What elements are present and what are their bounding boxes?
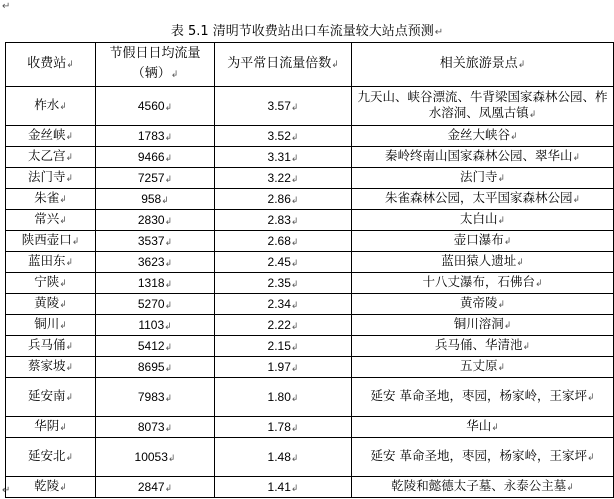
cell-end-mark-icon: ↲ (290, 320, 299, 331)
cell-end-mark-icon: ↲ (65, 393, 74, 403)
cell-end-mark-icon: ↲ (290, 392, 299, 403)
cell-end-mark-icon: ↲ (164, 362, 173, 373)
cell-end-mark-icon: ↲ (566, 483, 574, 493)
cell-text: 华阴 (34, 418, 60, 433)
paragraph-mark-icon: ↵ (2, 485, 11, 496)
cell-end-mark-icon: ↲ (59, 300, 67, 310)
cell-end-mark-icon: ↲ (528, 110, 537, 120)
station-cell (6, 417, 96, 438)
cell-end-mark-icon: ↲ (491, 423, 499, 433)
cell-end-mark-icon: ↲ (65, 258, 74, 268)
station-cell (6, 189, 96, 210)
attractions-cell (352, 126, 614, 147)
cell-text: 黄陵 (34, 295, 60, 310)
cell-end-mark-icon: ↲ (59, 483, 67, 493)
avg-flow-cell (96, 147, 215, 168)
avg-flow-cell (96, 477, 215, 498)
cell-end-mark-icon: ↲ (59, 216, 67, 226)
cell-end-mark-icon: ↲ (164, 173, 173, 184)
cell-text: 3.22 (267, 170, 291, 185)
cell-end-mark-icon: ↲ (290, 173, 299, 184)
cell-end-mark-icon: ↲ (290, 278, 299, 289)
cell-end-mark-icon: ↲ (572, 153, 581, 163)
multiple-cell (215, 126, 352, 147)
cell-text: 延安 革命圣地，枣园，杨家岭，王家坪 (370, 448, 587, 463)
paragraph-mark-icon: ↵ (434, 27, 444, 38)
multiple-cell (215, 438, 352, 477)
cell-text: 九天山、峡谷漂流、牛背梁国家森林公园、柞水溶洞、凤凰古镇 (357, 89, 608, 120)
attractions-cell (352, 252, 614, 273)
cell-text: 延安北 (27, 448, 66, 463)
cell-text: 1103 (138, 317, 165, 332)
table-row (6, 87, 614, 126)
avg-flow-cell (96, 231, 215, 252)
cell-end-mark-icon: ↲ (522, 342, 531, 352)
cell-text: 铜川溶洞 (453, 316, 504, 331)
cell-text: 朱雀森林公园，太平国家森林公园 (384, 190, 573, 205)
avg-flow-cell (96, 87, 215, 126)
cell-end-mark-icon: ↲ (290, 152, 299, 163)
cell-text: 乾陵 (34, 478, 60, 493)
cell-end-mark-icon: ↲ (164, 320, 172, 331)
cell-end-mark-icon: ↲ (497, 174, 506, 184)
attractions-cell (352, 168, 614, 189)
cell-end-mark-icon: ↲ (66, 60, 74, 70)
header-label: 相关旅游景点 (439, 56, 518, 71)
table-row (6, 438, 614, 477)
cell-text: 朱雀 (34, 190, 60, 205)
table-row (6, 210, 614, 231)
cell-text: 壶口瀑布 (453, 232, 504, 247)
cell-text: 延安南 (27, 388, 66, 403)
cell-text: 金丝峡 (27, 127, 66, 142)
table-row (6, 294, 614, 315)
cell-end-mark-icon: ↲ (164, 341, 173, 352)
table-row (6, 147, 614, 168)
table-row (6, 477, 614, 498)
avg-flow-cell (96, 417, 215, 438)
multiple-cell (215, 168, 352, 189)
cell-end-mark-icon: ↲ (164, 131, 173, 142)
table-row (6, 189, 614, 210)
cell-end-mark-icon: ↲ (65, 453, 74, 463)
attractions-cell (352, 231, 614, 252)
cell-text: 兵马俑 (27, 337, 66, 352)
multiple-cell (215, 477, 352, 498)
cell-end-mark-icon: ↲ (65, 363, 74, 373)
table-row (6, 315, 614, 336)
cell-text: 9466 (137, 149, 165, 164)
multiple-cell (215, 252, 352, 273)
avg-flow-cell (96, 315, 215, 336)
cell-text: 2.45 (267, 254, 291, 269)
cell-end-mark-icon: ↲ (497, 363, 506, 373)
cell-end-mark-icon: ↲ (164, 392, 173, 403)
table-row (6, 273, 614, 294)
multiple-cell (215, 417, 352, 438)
cell-end-mark-icon: ↲ (164, 236, 173, 247)
cell-text: 2.68 (267, 233, 291, 248)
cell-end-mark-icon: ↲ (164, 152, 173, 163)
cell-end-mark-icon: ↲ (170, 70, 179, 80)
cell-end-mark-icon: ↲ (290, 194, 299, 205)
station-cell (6, 210, 96, 231)
station-cell (6, 126, 96, 147)
table-row (6, 231, 614, 252)
table-caption (0, 24, 614, 41)
cell-end-mark-icon: ↲ (509, 132, 518, 142)
cell-text: 1.41 (267, 479, 291, 494)
station-cell (6, 294, 96, 315)
cell-end-mark-icon: ↲ (534, 279, 543, 289)
cell-text: 陕西壶口 (21, 232, 72, 247)
cell-end-mark-icon: ↲ (290, 362, 299, 373)
cell-text: 乾陵和懿德太子墓、永泰公主墓 (391, 478, 567, 493)
attractions-cell (352, 417, 614, 438)
station-cell (6, 231, 96, 252)
table-row (6, 417, 614, 438)
cell-end-mark-icon: ↲ (331, 60, 339, 70)
attractions-cell (352, 336, 614, 357)
table-row (6, 252, 614, 273)
multiple-cell (215, 231, 352, 252)
header-cell (6, 43, 96, 87)
cell-text: 铜川 (34, 316, 60, 331)
cell-text: 太白山 (459, 211, 498, 226)
cell-text: 法门寺 (459, 169, 498, 184)
cell-text: 3.31 (267, 149, 291, 164)
table-row (6, 126, 614, 147)
cell-end-mark-icon: ↲ (164, 299, 173, 310)
avg-flow-cell (96, 294, 215, 315)
multiple-cell (215, 189, 352, 210)
station-cell (6, 438, 96, 477)
cell-text: 法门寺 (27, 169, 66, 184)
station-cell (6, 378, 96, 417)
header-cell (96, 43, 215, 87)
cell-end-mark-icon: ↲ (290, 101, 299, 112)
cell-text: 蓝田猿人遗址 (441, 253, 517, 268)
cell-text: 十八丈瀑布，石佛台 (422, 274, 535, 289)
cell-text: 金丝大峡谷 (447, 127, 510, 142)
avg-flow-cell (96, 168, 215, 189)
multiple-cell (215, 87, 352, 126)
avg-flow-cell (96, 126, 215, 147)
cell-end-mark-icon: ↲ (59, 321, 67, 331)
station-cell (6, 477, 96, 498)
attractions-cell (352, 438, 614, 477)
cell-text: 五丈原 (459, 358, 498, 373)
cell-end-mark-icon: ↲ (65, 342, 74, 352)
cell-end-mark-icon: ↲ (161, 194, 169, 205)
avg-flow-cell (96, 252, 215, 273)
cell-text: 3623 (137, 254, 165, 269)
attractions-cell (352, 357, 614, 378)
cell-text: 黄帝陵 (459, 295, 498, 310)
attractions-cell (352, 147, 614, 168)
cell-end-mark-icon: ↲ (290, 215, 299, 226)
cell-text: 1318 (137, 275, 165, 290)
cell-text: 2847 (137, 479, 165, 494)
cell-text: 1.78 (267, 419, 291, 434)
station-cell (6, 336, 96, 357)
attractions-cell (352, 378, 614, 417)
cell-end-mark-icon: ↲ (290, 299, 299, 310)
cell-text: 2.35 (267, 275, 291, 290)
station-cell (6, 357, 96, 378)
cell-end-mark-icon: ↲ (290, 236, 299, 247)
header-cell (215, 43, 352, 87)
cell-text: 10053 (134, 449, 168, 464)
cell-text: 3.57 (267, 98, 291, 113)
avg-flow-cell (96, 378, 215, 417)
station-cell (6, 252, 96, 273)
cell-text: 3537 (137, 233, 165, 248)
table-row (6, 336, 614, 357)
cell-end-mark-icon: ↲ (516, 258, 524, 268)
cell-end-mark-icon: ↲ (572, 195, 581, 205)
attractions-cell (352, 315, 614, 336)
cell-end-mark-icon: ↲ (290, 341, 299, 352)
attractions-cell (352, 477, 614, 498)
avg-flow-cell (96, 438, 215, 477)
header-cell (352, 43, 614, 87)
cell-text: 秦岭终南山国家森林公园、翠华山 (384, 148, 573, 163)
station-cell (6, 315, 96, 336)
table-caption-text: 表 5.1 清明节收费站出口车流量较大站点预测 (170, 24, 434, 39)
avg-flow-cell (96, 357, 215, 378)
cell-text: 3.52 (267, 128, 291, 143)
station-cell (6, 168, 96, 189)
multiple-cell (215, 210, 352, 231)
cell-text: 2.86 (267, 191, 291, 206)
cell-end-mark-icon: ↲ (586, 453, 595, 463)
cell-text: 5270 (137, 296, 165, 311)
attractions-cell (352, 294, 614, 315)
cell-text: 1.48 (267, 449, 291, 464)
header-label: 为平常日流量倍数 (227, 56, 332, 71)
cell-end-mark-icon: ↲ (497, 216, 506, 226)
cell-text: 1783 (137, 128, 165, 143)
cell-text: 4560 (137, 98, 165, 113)
station-cell (6, 87, 96, 126)
cell-end-mark-icon: ↲ (59, 423, 67, 433)
avg-flow-cell (96, 336, 215, 357)
cell-end-mark-icon: ↲ (517, 60, 526, 70)
header-label: 收费站 (27, 56, 67, 71)
cell-end-mark-icon: ↲ (167, 452, 176, 463)
paragraph-mark-icon: ↵ (2, 1, 11, 12)
cell-end-mark-icon: ↲ (586, 393, 595, 403)
cell-end-mark-icon: ↲ (290, 482, 299, 493)
cell-end-mark-icon: ↲ (65, 132, 74, 142)
header-label: 节假日日均流量（辆） (109, 46, 201, 81)
cell-end-mark-icon: ↲ (290, 452, 299, 463)
table-row (6, 378, 614, 417)
multiple-cell (215, 336, 352, 357)
toll-station-flow-table (5, 42, 614, 498)
cell-text: 华山 (466, 418, 492, 433)
cell-end-mark-icon: ↲ (503, 237, 512, 247)
station-cell (6, 147, 96, 168)
cell-text: 兵马俑、华清池 (434, 337, 523, 352)
cell-end-mark-icon: ↲ (59, 279, 67, 289)
attractions-cell (352, 87, 614, 126)
cell-text: 蓝田东 (27, 253, 66, 268)
cell-text: 8073 (137, 419, 165, 434)
avg-flow-cell (96, 273, 215, 294)
cell-text: 常兴 (34, 211, 60, 226)
cell-text: 7257 (137, 170, 165, 185)
cell-text: 柞水 (34, 97, 60, 112)
cell-text: 2.15 (267, 338, 291, 353)
cell-text: 7983 (137, 389, 165, 404)
table-header-row (6, 43, 614, 87)
cell-end-mark-icon: ↲ (59, 195, 67, 205)
table-row (6, 357, 614, 378)
cell-text: 8695 (137, 359, 165, 374)
cell-text: 2830 (137, 212, 165, 227)
cell-end-mark-icon: ↲ (290, 422, 299, 433)
cell-end-mark-icon: ↲ (164, 257, 173, 268)
cell-text: 1.80 (267, 389, 291, 404)
multiple-cell (215, 378, 352, 417)
cell-end-mark-icon: ↲ (164, 101, 173, 112)
cell-text: 蔡家坡 (27, 358, 66, 373)
attractions-cell (352, 189, 614, 210)
cell-text: 2.34 (267, 296, 291, 311)
multiple-cell (215, 273, 352, 294)
table-row (6, 168, 614, 189)
cell-end-mark-icon: ↲ (290, 257, 299, 268)
cell-text: 958 (141, 191, 162, 206)
multiple-cell (215, 294, 352, 315)
cell-end-mark-icon: ↲ (59, 102, 67, 112)
cell-end-mark-icon: ↲ (65, 174, 74, 184)
cell-end-mark-icon: ↲ (503, 321, 512, 331)
multiple-cell (215, 357, 352, 378)
cell-text: 2.22 (267, 317, 291, 332)
cell-end-mark-icon: ↲ (65, 153, 74, 163)
multiple-cell (215, 147, 352, 168)
cell-end-mark-icon: ↲ (290, 131, 299, 142)
cell-text: 1.97 (267, 359, 291, 374)
cell-text: 宁陕 (34, 274, 60, 289)
cell-text: 2.83 (267, 212, 291, 227)
cell-end-mark-icon: ↲ (71, 237, 80, 247)
cell-end-mark-icon: ↲ (497, 300, 506, 310)
station-cell (6, 273, 96, 294)
cell-text: 延安 革命圣地，枣园，杨家岭，王家坪 (370, 388, 587, 403)
attractions-cell (352, 273, 614, 294)
multiple-cell (215, 315, 352, 336)
cell-end-mark-icon: ↲ (164, 215, 173, 226)
avg-flow-cell (96, 189, 215, 210)
cell-text: 太乙宫 (27, 148, 66, 163)
attractions-cell (352, 210, 614, 231)
cell-end-mark-icon: ↲ (164, 482, 173, 493)
cell-text: 5412 (137, 338, 165, 353)
avg-flow-cell (96, 210, 215, 231)
cell-end-mark-icon: ↲ (164, 278, 173, 289)
cell-end-mark-icon: ↲ (164, 422, 173, 433)
